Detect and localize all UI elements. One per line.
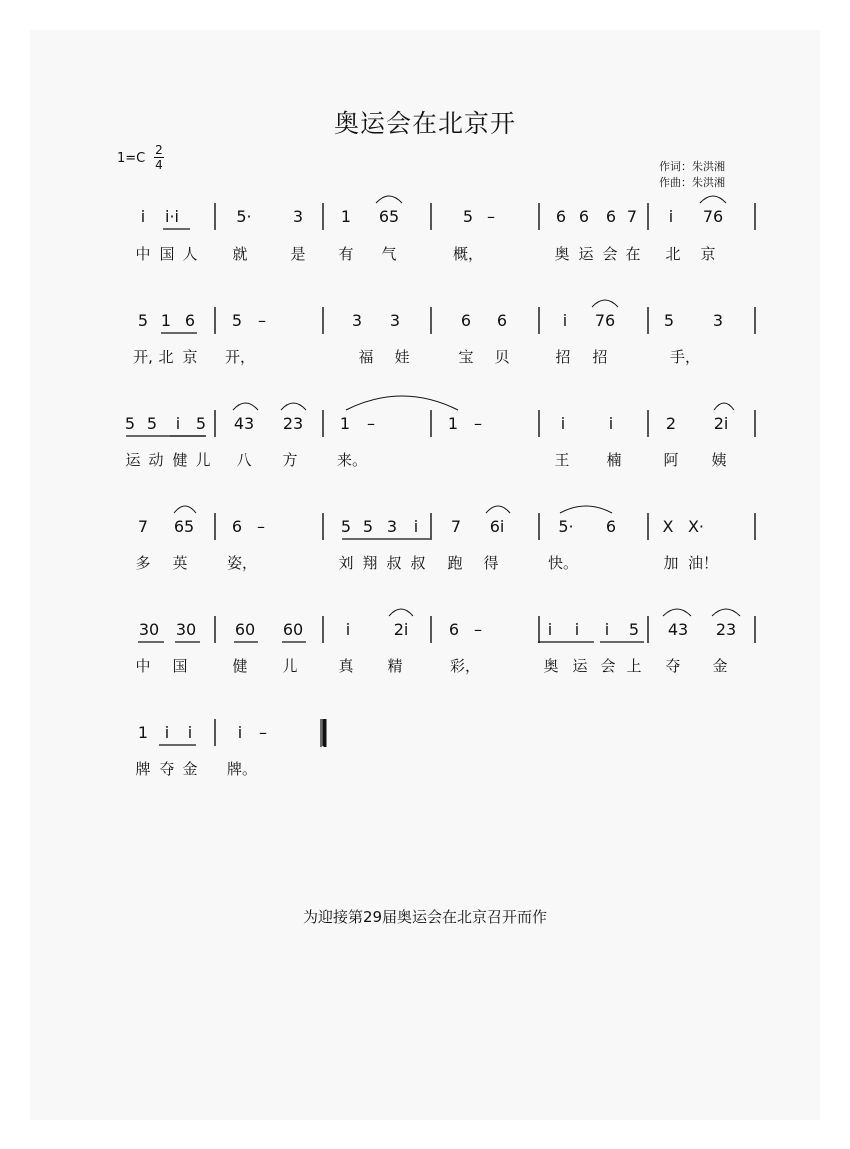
slur xyxy=(560,506,612,513)
note: i xyxy=(547,620,553,639)
note: 5 xyxy=(340,517,352,536)
note: 5 xyxy=(231,311,243,330)
note: i xyxy=(140,207,146,226)
note: – xyxy=(367,414,375,433)
note: 5 xyxy=(663,311,675,330)
note: i·i xyxy=(165,207,179,226)
lyric: 得 xyxy=(483,554,499,572)
note: i xyxy=(237,723,243,742)
lyric: 招 xyxy=(592,348,608,366)
lyric: 运 xyxy=(578,245,594,263)
note: 6 xyxy=(184,311,196,330)
note: 1 xyxy=(160,311,172,330)
lyric: 中 xyxy=(135,245,151,263)
note: 5 xyxy=(628,620,640,639)
lyric: 叔 xyxy=(410,554,426,572)
song-title: 奥运会在北京开 xyxy=(333,109,516,138)
lyric: 叔 xyxy=(386,554,402,572)
lyric: 开, xyxy=(133,348,153,366)
note: 6 xyxy=(578,207,590,226)
lyric: 有 xyxy=(338,245,354,263)
lyric: 快。 xyxy=(547,554,579,572)
lyricist-credit: 作词：朱洪湘 xyxy=(659,160,725,173)
lyric: 儿 xyxy=(195,451,211,469)
note: X xyxy=(662,517,674,536)
note: i xyxy=(608,414,614,433)
lyric: 手， xyxy=(669,348,701,366)
note: 2i xyxy=(393,620,409,639)
note: 43 xyxy=(233,414,255,433)
lyric: 娃 xyxy=(394,348,410,366)
lyric: 金 xyxy=(712,657,728,675)
lyric: 健 xyxy=(172,451,188,469)
note: 6 xyxy=(555,207,567,226)
lyric: 奥 xyxy=(554,245,570,263)
slur xyxy=(233,403,258,410)
lyric: 多 xyxy=(135,554,151,572)
note: 65 xyxy=(173,517,195,536)
note: – xyxy=(487,207,495,226)
lyric: 儿 xyxy=(282,657,298,675)
key-signature: 1=C xyxy=(117,151,146,166)
note: 2 xyxy=(665,414,677,433)
note: X· xyxy=(687,517,705,536)
note: 5 xyxy=(462,207,474,226)
note: 6 xyxy=(460,311,472,330)
note: 30 xyxy=(175,620,197,639)
note: 30 xyxy=(138,620,160,639)
lyric: 加 xyxy=(663,554,679,572)
note: i xyxy=(574,620,580,639)
lyric: 概， xyxy=(452,245,484,263)
slur xyxy=(700,196,726,203)
lyric: 上 xyxy=(626,657,642,675)
slur xyxy=(663,609,691,616)
lyric: 宝 xyxy=(458,348,474,366)
note: 3 xyxy=(712,311,724,330)
lyric: 来。 xyxy=(336,451,368,469)
note: 7 xyxy=(137,517,149,536)
note: 5· xyxy=(558,517,574,536)
note: i xyxy=(187,723,193,742)
lyric: 牌。 xyxy=(226,760,258,778)
time-signature-top: 2 xyxy=(155,143,163,157)
footnote: 为迎接第29届奥运会在北京召开而作 xyxy=(302,908,548,926)
note: 6 xyxy=(605,517,617,536)
note: i xyxy=(668,207,674,226)
note: 5 xyxy=(362,517,374,536)
note: – xyxy=(257,517,265,536)
lyric: 运 xyxy=(572,657,588,675)
lyric: 是 xyxy=(290,245,306,263)
slur xyxy=(281,403,306,410)
note: i xyxy=(345,620,351,639)
lyric: 姿， xyxy=(226,554,258,572)
lyric: 牌 xyxy=(135,760,151,778)
note: i xyxy=(413,517,419,536)
note: 7 xyxy=(450,517,462,536)
note: i xyxy=(164,723,170,742)
note: 23 xyxy=(282,414,304,433)
lyric: 在 xyxy=(625,245,641,263)
note: 7 xyxy=(626,207,638,226)
slur xyxy=(712,609,740,616)
lyric: 翔 xyxy=(362,554,378,572)
slur xyxy=(486,506,510,513)
note: 6 xyxy=(605,207,617,226)
note: 1 xyxy=(137,723,149,742)
lyric: 刘 xyxy=(338,554,354,572)
lyric: 英 xyxy=(172,554,188,572)
note: i xyxy=(560,414,566,433)
lyric: 夺 xyxy=(159,760,175,778)
composer-credit: 作曲：朱洪湘 xyxy=(659,176,725,189)
lyric: 京 xyxy=(700,245,716,263)
lyric: 健 xyxy=(232,657,248,675)
lyric: 贝 xyxy=(494,348,510,366)
note: 5 xyxy=(124,414,136,433)
lyric: 中 xyxy=(135,657,151,675)
note: i xyxy=(175,414,181,433)
lyric: 夺 xyxy=(665,657,681,675)
note: 6i xyxy=(489,517,505,536)
note: i xyxy=(604,620,610,639)
lyric: 会 xyxy=(600,657,616,675)
note: 3 xyxy=(292,207,304,226)
note: 43 xyxy=(667,620,689,639)
note: 76 xyxy=(702,207,724,226)
note: 60 xyxy=(234,620,256,639)
note: 5 xyxy=(137,311,149,330)
lyric: 方 xyxy=(282,451,298,469)
note: 3 xyxy=(389,311,401,330)
note: 5 xyxy=(146,414,158,433)
note: 3 xyxy=(351,311,363,330)
note: 6 xyxy=(231,517,243,536)
lyric: 真 xyxy=(338,657,354,675)
lyric: 福 xyxy=(358,348,374,366)
slur xyxy=(174,506,196,513)
lyric: 人 xyxy=(182,245,198,263)
note: 1 xyxy=(339,414,351,433)
note: i xyxy=(562,311,568,330)
lyric: 奥 xyxy=(543,657,559,675)
lyric: 就 xyxy=(232,245,248,263)
note: – xyxy=(474,414,482,433)
lyric: 国 xyxy=(159,245,175,263)
lyric: 彩， xyxy=(449,657,481,675)
note: 2i xyxy=(713,414,729,433)
note: – xyxy=(258,311,266,330)
note: 1 xyxy=(340,207,352,226)
slur xyxy=(346,396,458,410)
lyric: 跑 xyxy=(447,554,463,572)
lyric: 油！ xyxy=(687,554,719,572)
note: 1 xyxy=(447,414,459,433)
note: 6 xyxy=(448,620,460,639)
slur xyxy=(714,403,734,410)
note: – xyxy=(259,723,267,742)
note: 5 xyxy=(195,414,207,433)
slur xyxy=(376,196,402,203)
lyric: 气 xyxy=(381,245,397,263)
slur xyxy=(389,609,413,616)
lyric: 北 xyxy=(158,348,174,366)
lyric: 国 xyxy=(172,657,188,675)
lyric: 运 xyxy=(125,451,141,469)
note: 5· xyxy=(236,207,252,226)
lyric: 北 xyxy=(665,245,681,263)
note: – xyxy=(474,620,482,639)
note: 6 xyxy=(496,311,508,330)
note: 60 xyxy=(282,620,304,639)
note: 23 xyxy=(715,620,737,639)
time-signature-bottom: 4 xyxy=(155,158,163,172)
lyric: 八 xyxy=(236,451,252,469)
lyric: 阿 xyxy=(663,451,679,469)
lyric: 京 xyxy=(182,348,198,366)
lyric: 动 xyxy=(148,451,164,469)
lyric: 开， xyxy=(224,348,256,366)
lyric: 金 xyxy=(182,760,198,778)
note: 3 xyxy=(386,517,398,536)
lyric: 招 xyxy=(555,348,571,366)
lyric: 王 xyxy=(554,451,570,469)
note: 65 xyxy=(378,207,400,226)
note: 76 xyxy=(594,311,616,330)
lyric: 会 xyxy=(602,245,618,263)
slur xyxy=(592,300,618,307)
lyric: 姨 xyxy=(711,451,727,469)
lyric: 楠 xyxy=(606,451,622,469)
lyric: 精 xyxy=(387,657,403,675)
